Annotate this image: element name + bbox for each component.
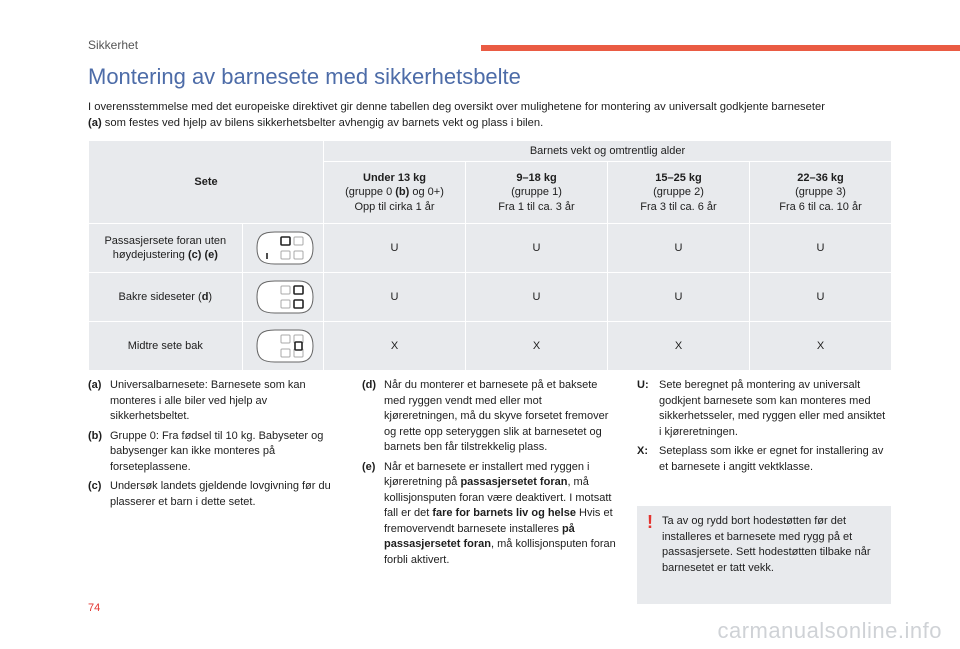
legend-u: U: Sete beregnet på montering av universalt godkjent barnesete som kan monteres med sikkerhetsseler, med ryggen eller med ansiktet i kjøreretningen. [637, 379, 886, 438]
car-rear-side-seats-icon [242, 273, 323, 322]
rating-cell: U [324, 224, 466, 273]
rating-cell: U [608, 224, 750, 273]
rating-cell: X [750, 322, 892, 371]
watermark: carmanualsonline.info [717, 618, 942, 643]
rating-cell: X [608, 322, 750, 371]
table-row [89, 322, 892, 371]
footnote-c: (c) Undersøk landets gjeldende lovgivning før du plasserer et barn i dette setet. [88, 480, 331, 508]
legend-x: X: Seteplass som ikke er egnet for installering av et barnesete i angitt vektklasse. [637, 445, 884, 473]
table-row [89, 224, 892, 273]
table-row [89, 273, 892, 322]
footnote-d: (d) Når du monterer et barnesete på et baksete med ryggen vendt med eller mot kjøreretningen, må du skyve forsetet fremover og rette opp seteryggen slik at barnesetet og barnets ben får tilstrekkelig plass. [362, 379, 609, 453]
legend-column [637, 378, 887, 479]
rating-cell: U [466, 273, 608, 322]
intro-ref: (a) [88, 117, 102, 129]
group-header-2: 15–25 kg (gruppe 2) Fra 3 til ca. 6 år [608, 162, 750, 224]
seat-label: Passasjersete foran uten høydejustering (c) (e) [89, 224, 243, 273]
footnote-b: (b) Gruppe 0: Fra fødsel til 10 kg. Babyseter og babysenger kan ikke monteres på forseteplassene. [88, 429, 324, 473]
intro-text-end: som festes ved hjelp av bilens sikkerhetsbelter avhengig av barnets vekt og plass i bilen. [104, 117, 544, 129]
car-front-passenger-seat-icon [242, 224, 323, 273]
group-header-1: 9–18 kg (gruppe 1) Fra 1 til ca. 3 år [466, 162, 608, 224]
seat-label: Bakre sideseter (d) [89, 273, 243, 322]
group-header-3: 22–36 kg (gruppe 3) Fra 6 til ca. 10 år [750, 162, 892, 224]
column-header-weight-age: Barnets vekt og omtrentlig alder [324, 141, 892, 162]
group-header-0: Under 13 kg (gruppe 0 (b) og 0+) Opp til cirka 1 år [324, 162, 466, 224]
page-number: 74 [88, 602, 101, 614]
car-rear-middle-seat-icon [242, 322, 323, 371]
footnote-a: (a) Universalbarnesete: Barnesete som kan monteres i alle biler ved hjelp av sikkerhetsbeltet. [88, 379, 306, 422]
warning-text: Ta av og rydd bort hodestøtten før det installeres et barnesete med rygg på et passasjersete. Sett hodestøtten tilbake når barnesetet er tatt vekk. [662, 515, 871, 574]
seat-label: Midtre sete bak [89, 322, 243, 371]
column-header-seat: Sete [89, 141, 324, 224]
warning-icon: ! [647, 512, 653, 532]
page-title: Montering av barnesete med sikkerhetsbelte [88, 64, 521, 89]
rating-cell: U [466, 224, 608, 273]
footnotes-column-1 [88, 378, 338, 514]
footnotes-column-2 [362, 378, 617, 572]
rating-cell: X [324, 322, 466, 371]
intro-text-start: I overensstemmelse med det europeiske direktivet gir denne tabellen deg oversikt over mulighetene for montering av universalt godkjente barneseter [88, 101, 825, 113]
rating-cell: U [750, 273, 892, 322]
intro-paragraph [88, 99, 888, 131]
section-label: Sikkerhet [88, 38, 139, 52]
child-seat-table [88, 140, 892, 371]
footnote-e: (e) Når et barnesete er installert med ryggen i kjøreretning på passasjersetet foran, må kollisjonsputen foran være deaktivert. I motsatt fall er det fare for barnets liv og helse Hvis et fremovervendt barnesete installeres på passasjersetet foran, må kollisjonsputen foran forbli aktivert. [362, 460, 616, 566]
rating-cell: U [324, 273, 466, 322]
section-accent-bar [481, 45, 960, 51]
rating-cell: X [466, 322, 608, 371]
rating-cell: U [608, 273, 750, 322]
rating-cell: U [750, 224, 892, 273]
warning-box [637, 506, 891, 604]
